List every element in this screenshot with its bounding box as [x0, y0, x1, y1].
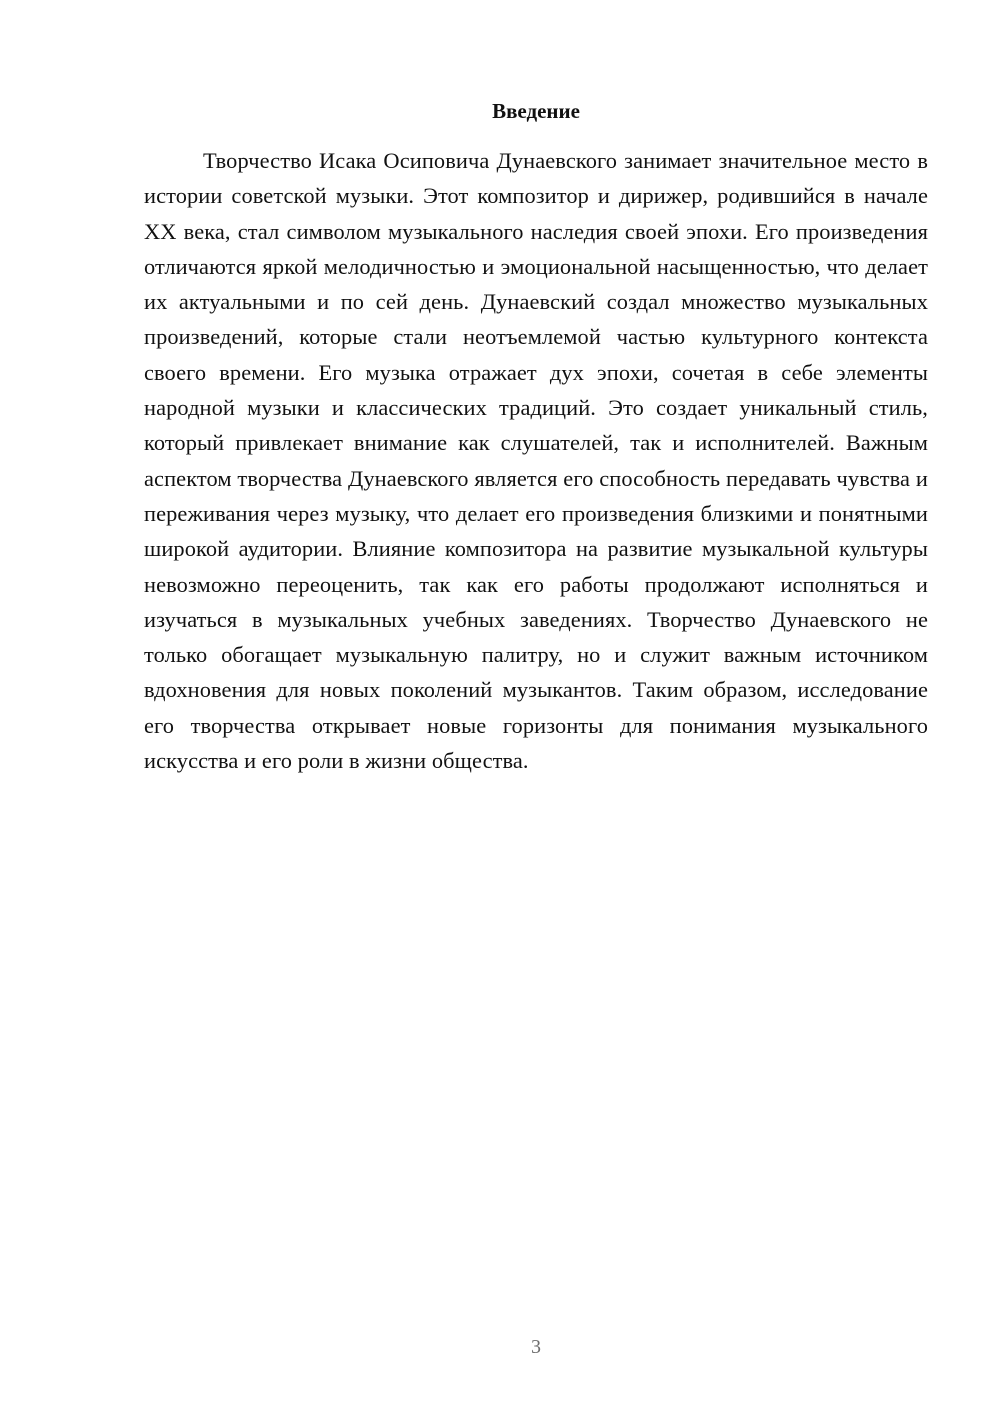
section-heading: Введение [492, 99, 580, 123]
page-number: 3 [531, 1336, 541, 1358]
body-paragraph: Творчество Исака Осиповича Дунаевского занимает значительное место в истории советской музыки. Этот композитор и дирижер, родившийся в начале XX века, стал символом музыкального наследия своей эпохи. Его произведения отличаются яркой мелодичностью и эмоциональной насыщенностью, что делает их актуальными и по сей день. Дунаевский создал множество музыкальных произведений, которые стали неотъемлемой частью культурного контекста своего времени. Его музыка отражает дух эпохи, сочетая в себе элементы народной музыки и классических традиций. Это создает уникальный стиль, который привлекает внимание как слушателей, так и исполнителей. Важным аспектом творчества Дунаевского является его способность передавать чувства и переживания через музыку, что делает его произведения близкими и понятными широкой аудитории. Влияние композитора на развитие музыкальной культуры невозможно переоценить, так как его работы продолжают исполняться и изучаться в музыкальных учебных заведениях. Творчество Дунаевского не только обогащает музыкальную палитру, но и служит важным источником вдохновения для новых поколений музыкантов. Таким образом, исследование его творчества открывает новые горизонты для понимания музыкального искусства и его роли в жизни общества. [144, 148, 928, 774]
